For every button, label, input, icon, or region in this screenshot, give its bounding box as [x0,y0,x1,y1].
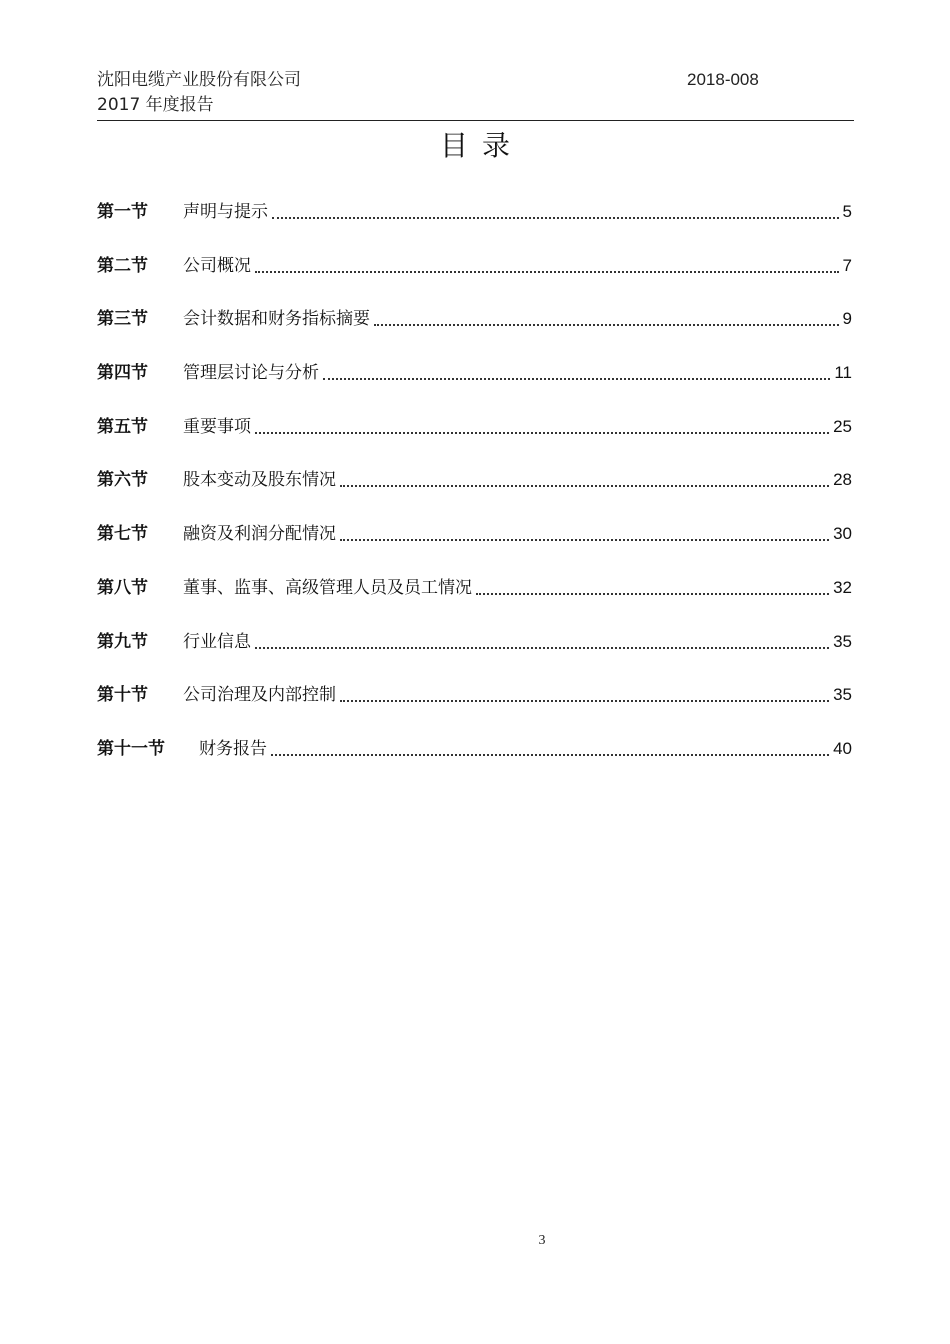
toc-leader-dots [340,520,829,541]
toc-leader-dots [374,305,839,326]
toc-section-number: 第二节 [97,255,148,276]
toc-section-number: 第三节 [97,309,148,330]
toc-section-title: 重要事项 [183,416,251,437]
toc-entry-8[interactable] [97,574,852,628]
toc-page-number: 35 [833,631,852,651]
toc-section-title: 融资及利润分配情况 [183,524,336,545]
toc-entry-2[interactable] [97,252,852,306]
toc-section-number: 第十节 [97,685,148,706]
toc-page-number: 9 [842,309,852,329]
toc-entry-5[interactable] [97,413,852,467]
toc-page-number: 11 [834,363,852,383]
toc-page-number: 30 [833,524,852,544]
toc-section-title: 会计数据和财务指标摘要 [183,309,370,330]
toc-section-number: 第五节 [97,416,148,437]
toc-section-number: 第六节 [97,470,148,491]
toc-page-number: 32 [833,577,852,597]
toc-section-title: 董事、监事、高级管理人员及员工情况 [183,577,472,598]
toc-entry-11[interactable] [97,735,852,789]
toc-page-number: 5 [842,202,852,221]
toc-entry-10[interactable] [97,681,852,735]
toc-leader-dots [476,574,829,595]
toc-leader-dots [340,681,829,702]
toc-page-number: 40 [833,738,852,758]
toc-entry-3[interactable] [97,305,852,359]
toc-leader-dots [323,359,830,380]
toc-section-title: 声明与提示 [183,202,268,222]
toc-entry-9[interactable] [97,628,852,682]
toc-leader-dots [340,466,829,487]
toc-section-number: 第九节 [97,631,148,652]
toc-leader-dots [271,735,829,756]
toc-leader-dots [255,413,829,434]
toc-section-title: 行业信息 [183,631,251,652]
toc-leader-dots [255,628,829,649]
toc-section-title: 公司治理及内部控制 [183,685,336,706]
toc-section-title: 管理层讨论与分析 [183,363,319,384]
toc-page-number: 7 [842,255,852,275]
toc-section-number: 第四节 [97,363,148,384]
toc-entry-4[interactable] [97,359,852,413]
toc-page-number: 28 [833,470,852,490]
report-year: 2017 年度报告 [97,95,214,115]
toc-section-title: 公司概况 [183,255,251,276]
document-number: 2018-008 [687,70,759,89]
table-of-contents [97,198,852,789]
page-header [97,68,854,121]
toc-entry-1[interactable] [97,198,852,252]
toc-leader-dots [272,198,839,219]
toc-entry-6[interactable] [97,466,852,520]
toc-title: 目录 [439,129,524,162]
toc-section-number: 第八节 [97,577,148,598]
toc-section-number: 第一节 [97,202,148,222]
toc-section-title: 财务报告 [199,738,267,759]
footer-page-number: 3 [538,1233,546,1248]
toc-section-number: 第七节 [97,524,148,545]
toc-entry-7[interactable] [97,520,852,574]
toc-leader-dots [255,252,839,273]
toc-section-number: 第十一节 [97,738,165,759]
company-name: 沈阳电缆产业股份有限公司 [97,70,301,90]
toc-page-number: 35 [833,685,852,705]
toc-section-title: 股本变动及股东情况 [183,470,336,491]
toc-page-number: 25 [833,416,852,436]
